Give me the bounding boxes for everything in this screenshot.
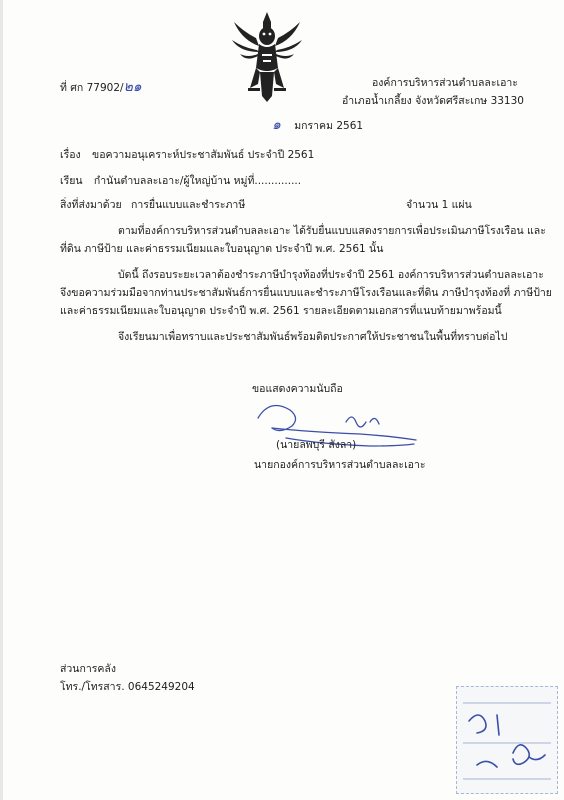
signer-title: นายกองค์การบริหารส่วนตำบลละเอาะ [254, 459, 426, 471]
body-p1-line2: ที่ดิน ภาษีป้าย และค่าธรรมเนียมและใบอนุญาต ประจำปี พ.ศ. 2561 นั้น [60, 243, 384, 255]
body-p1-line1: ตามที่องค์การบริหารส่วนตำบลละเอาะ ได้รับยื่นแบบแสดงรายการเพื่อประเมินภาษีโรงเรือน และ [118, 225, 546, 237]
date-day-handwritten: ๑ [272, 117, 281, 133]
to-label: เรียน [60, 175, 83, 187]
subject-text: ขอความอนุเคราะห์ประชาสัมพันธ์ ประจำปี 2561 [92, 149, 315, 161]
doc-no-handwritten: ๒๑ [123, 79, 142, 95]
body-p2-line2: จึงขอความร่วมมือจากท่านประชาสัมพันธ์การยื่นแบบและชำระภาษีโรงเรือนและที่ดิน ภาษีบำรุงท้องที่ ภาษีป้าย [60, 287, 552, 299]
signer-name: (นายลพบุรี สังลา) [276, 439, 357, 451]
closing-regards: ขอแสดงความนับถือ [252, 383, 343, 395]
phone-fax: โทร./โทรสาร. 0645249204 [60, 681, 195, 693]
salutation-line [60, 174, 301, 188]
subject-line [60, 148, 314, 162]
enclosure-quantity: จำนวน 1 แผ่น [406, 199, 472, 211]
received-stamp [456, 686, 558, 794]
doc-no-prefix: ที่ ศก 77902/ [60, 82, 124, 94]
letter-date [272, 118, 363, 133]
document-number [60, 80, 142, 95]
enclosure-text: การยื่นแบบและชำระภาษี [131, 199, 246, 211]
garuda-emblem [232, 10, 302, 104]
scan-edge [0, 0, 3, 800]
to-text: กำนันตำบลละเอาะ/ผู้ใหญ่บ้าน หมู่ที่.............. [93, 175, 302, 187]
body-p2-line1: บัดนี้ ถึงรอบระยะเวลาต้องชำระภาษีบำรุงท้องที่ประจำปี 2561 องค์การบริหารส่วนตำบลละเอาะ [118, 269, 544, 281]
org-name: องค์การบริหารส่วนตำบลละเอาะ [372, 77, 518, 89]
stamp-handwriting [457, 687, 557, 793]
enclosure-label: สิ่งที่ส่งมาด้วย [60, 199, 122, 211]
department: ส่วนการคลัง [60, 663, 116, 675]
body-p3-line1: จึงเรียนมาเพื่อทราบและประชาสัมพันธ์พร้อมติดประกาศให้ประชาชนในพื้นที่ทราบต่อไป [118, 331, 508, 343]
org-address: อำเภอน้ำเกลี้ยง จังหวัดศรีสะเกษ 33130 [342, 95, 524, 107]
date-month-year: มกราคม 2561 [294, 120, 364, 132]
body-p2-line3: และค่าธรรมเนียมและใบอนุญาต ประจำปี พ.ศ. 2561 รายละเอียดตามเอกสารที่แนบท้ายมาพร้อมนี้ [60, 305, 502, 317]
subject-label: เรื่อง [60, 149, 81, 161]
enclosure-line [60, 198, 245, 212]
